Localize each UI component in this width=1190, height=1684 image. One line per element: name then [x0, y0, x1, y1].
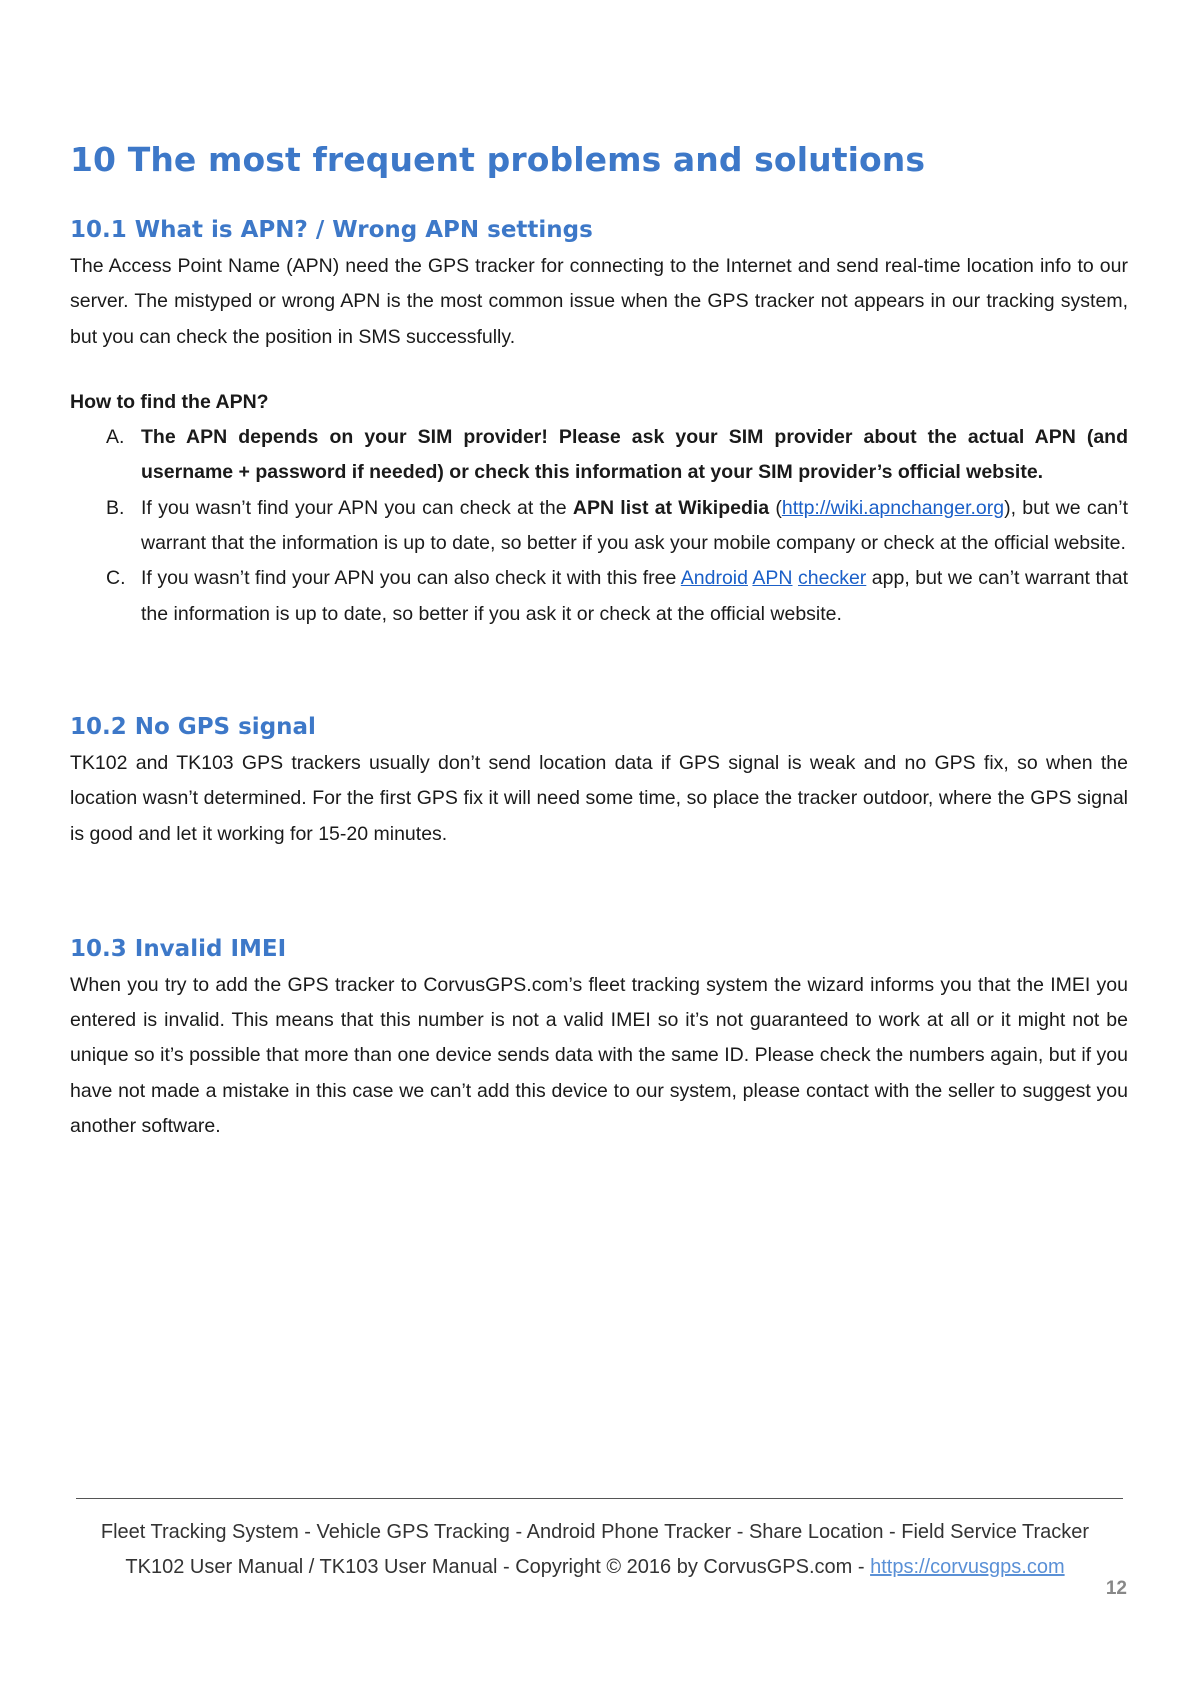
list-item-text: If you wasn’t find your APN you can check at the — [141, 496, 573, 519]
page-footer — [0, 1515, 1190, 1585]
list-item-text-end: ), but we can’t warrant that the information is up to date, so better if you ask your mobile company or check at the official website. — [141, 496, 1129, 555]
list-item-text-end: app, but we can’t warrant that the information is up to date, so better if you ask it or check at the official website. — [141, 567, 1128, 625]
footer-divider — [76, 1498, 1123, 1499]
corvusgps-link[interactable]: https://corvusgps.com — [870, 1556, 1065, 1578]
page-title: 10 The most frequent problems and solutions — [70, 140, 926, 179]
list-item-text: If you wasn’t find your APN you can also check it with this free — [141, 567, 681, 590]
list-item — [70, 420, 1128, 491]
page-content — [70, 140, 1128, 1144]
list-item — [70, 561, 1128, 632]
apnchanger-link[interactable]: http://wiki.apnchanger.org — [781, 496, 1005, 519]
footer-copyright: TK102 User Manual / TK103 User Manual - Copyright © 2016 by CorvusGPS.com - — [125, 1556, 871, 1578]
section-heading-invalid-imei: 10.3 Invalid IMEI — [70, 935, 287, 962]
list-item-text: The APN depends on your SIM provider! Please ask your SIM provider about the actual APN (and username + password if needed) or check this information at your SIM provider’s official website. — [141, 426, 1128, 484]
list-marker: A. — [106, 426, 125, 449]
apn-link[interactable]: APN — [752, 567, 793, 590]
checker-link[interactable]: checker — [798, 567, 867, 590]
page-number: 12 — [1105, 1578, 1127, 1599]
list-item — [70, 491, 1128, 562]
footer-line-2 — [0, 1550, 1190, 1585]
section-heading-gps-signal: 10.2 No GPS signal — [70, 713, 316, 740]
how-to-find-apn-heading: How to find the APN? — [70, 390, 269, 413]
section-heading-apn: 10.1 What is APN? / Wrong APN settings — [70, 217, 593, 243]
android-link[interactable]: Android — [680, 567, 748, 590]
list-marker: B. — [106, 496, 125, 519]
section-apn-paragraph: The Access Point Name (APN) need the GPS tracker for connecting to the Internet and send real-time location info to our server. The mistyped or wrong APN is the most common issue when the GPS tracker not appears in our tracking system, but you can check the position in SMS successfully. — [70, 255, 1128, 348]
apn-steps-list — [70, 420, 1128, 632]
list-marker: C. — [106, 567, 126, 590]
section-invalid-imei-paragraph: When you try to add the GPS tracker to CorvusGPS.com’s fleet tracking system the wizard informs you that the IMEI you entered is invalid. This means that this number is not a valid IMEI so it’s not guaranteed to work at all or it might not be unique so it’s possible that more than one device sends data with the same ID. Please check the numbers again, but if you have not made a mistake in this case we can’t add this device to our system, please contact with the seller to suggest you another software. — [70, 973, 1128, 1138]
apn-list-label: APN list at Wikipedia — [572, 496, 770, 519]
footer-line-1: Fleet Tracking System - Vehicle GPS Tracking - Android Phone Tracker - Share Location - Field Service Tracker — [100, 1521, 1090, 1543]
paren-open: ( — [769, 496, 782, 519]
section-gps-signal-paragraph: TK102 and TK103 GPS trackers usually don’t send location data if GPS signal is weak and no GPS fix, so when the location wasn’t determined. For the first GPS fix it will need some time, so place the tracker outdoor, where the GPS signal is good and let it working for 15-20 minutes. — [70, 751, 1128, 845]
